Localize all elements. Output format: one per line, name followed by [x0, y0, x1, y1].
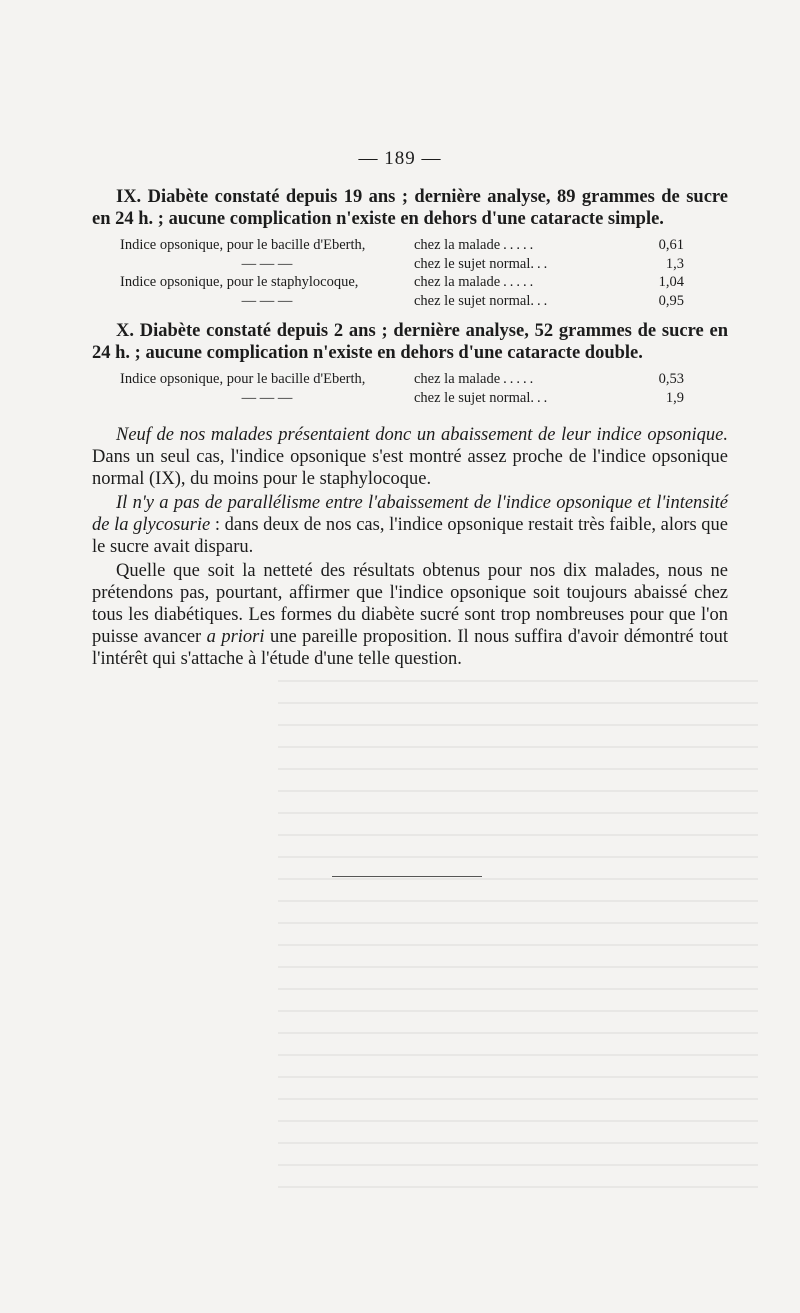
paragraph-2 [92, 492, 728, 558]
row-value: 0,61 [658, 237, 684, 253]
row-subject: chez le sujet normal. [414, 255, 534, 272]
table-row [92, 273, 728, 292]
row-dots: .. [536, 255, 551, 272]
case-x [92, 320, 728, 407]
row-value: 0,53 [658, 371, 684, 387]
paragraph-3-text-b: une pareille proposition. Il nous suffira d'avoir démontré tout l'intérêt qui s'attache à l'étude d'une telle question. [92, 627, 728, 669]
case-ix-heading: IX. Diabète constaté depuis 19 ans ; dernière analyse, 89 grammes de sucre en 24 h. ; aucune complication n'existe en dehors d'une cataracte simple. [92, 187, 728, 229]
paragraph-2-text: : dans deux de nos cas, l'indice opsonique restait très faible, alors que le sucre avait disparu. [92, 515, 728, 557]
row-label: Indice opsonique, pour le bacille d'Eberth, [120, 371, 366, 387]
row-label: — — — [241, 292, 293, 309]
table-row [92, 389, 728, 408]
conclusions [92, 424, 728, 670]
row-dots: ..... [503, 371, 537, 387]
row-dots: ..... [503, 274, 537, 290]
row-label: Indice opsonique, pour le staphylocoque, [120, 274, 359, 290]
paragraph-3-text-a: Quelle que soit la netteté des résultats obtenus pour nos dix malades, nous ne prétendons pas, pourtant, affirmer que l'indice opsonique soit toujours abaissé chez tous les diabétiques. Les formes du diabète sucré sont trop nombreuses pour que l'on puisse avancer [92, 561, 728, 647]
row-value: 1,9 [665, 389, 684, 406]
row-subject: chez la malade [414, 274, 501, 290]
paragraph-1-italic: Neuf de nos malades présentaient donc un abaissement de leur indice opsonique. [116, 425, 728, 445]
case-ix-table [92, 236, 728, 310]
paragraph-3-italic: a priori [206, 627, 265, 647]
row-subject: chez la malade [414, 237, 501, 253]
table-row [92, 292, 728, 311]
paragraph-2-italic: Il n'y a pas de parallélisme entre l'abaissement de l'indice opsonique et l'intensité de la glycosurie [92, 493, 728, 535]
row-label: — — — [241, 389, 293, 406]
row-dots: .. [536, 292, 551, 309]
row-subject: chez le sujet normal. [414, 292, 534, 309]
table-row [92, 370, 728, 389]
paragraph-3 [92, 560, 728, 670]
table-row [92, 236, 728, 255]
case-ix [92, 186, 728, 310]
row-dots: ..... [503, 237, 537, 253]
case-x-table [92, 370, 728, 407]
row-value: 1,04 [658, 274, 684, 290]
row-label: Indice opsonique, pour le bacille d'Eberth, [120, 237, 366, 253]
row-subject: chez le sujet normal. [414, 389, 534, 406]
row-value: 0,95 [658, 292, 684, 309]
page-number: — 189 — [358, 148, 442, 169]
paragraph-1 [92, 424, 728, 490]
row-subject: chez la malade [414, 371, 501, 387]
row-label: — — — [241, 255, 293, 272]
case-x-heading: X. Diabète constaté depuis 2 ans ; dernière analyse, 52 grammes de sucre en 24 h. ; aucune complication n'existe en dehors d'une cataracte double. [92, 321, 728, 363]
bleed-through-texture [278, 680, 758, 1200]
table-row [92, 255, 728, 274]
section-divider [332, 876, 482, 877]
row-value: 1,3 [665, 255, 684, 272]
paragraph-1-text: Dans un seul cas, l'indice opsonique s'est montré assez proche de l'indice opsonique normal (IX), du moins pour le staphylocoque. [92, 447, 728, 489]
row-dots: .. [536, 389, 551, 406]
